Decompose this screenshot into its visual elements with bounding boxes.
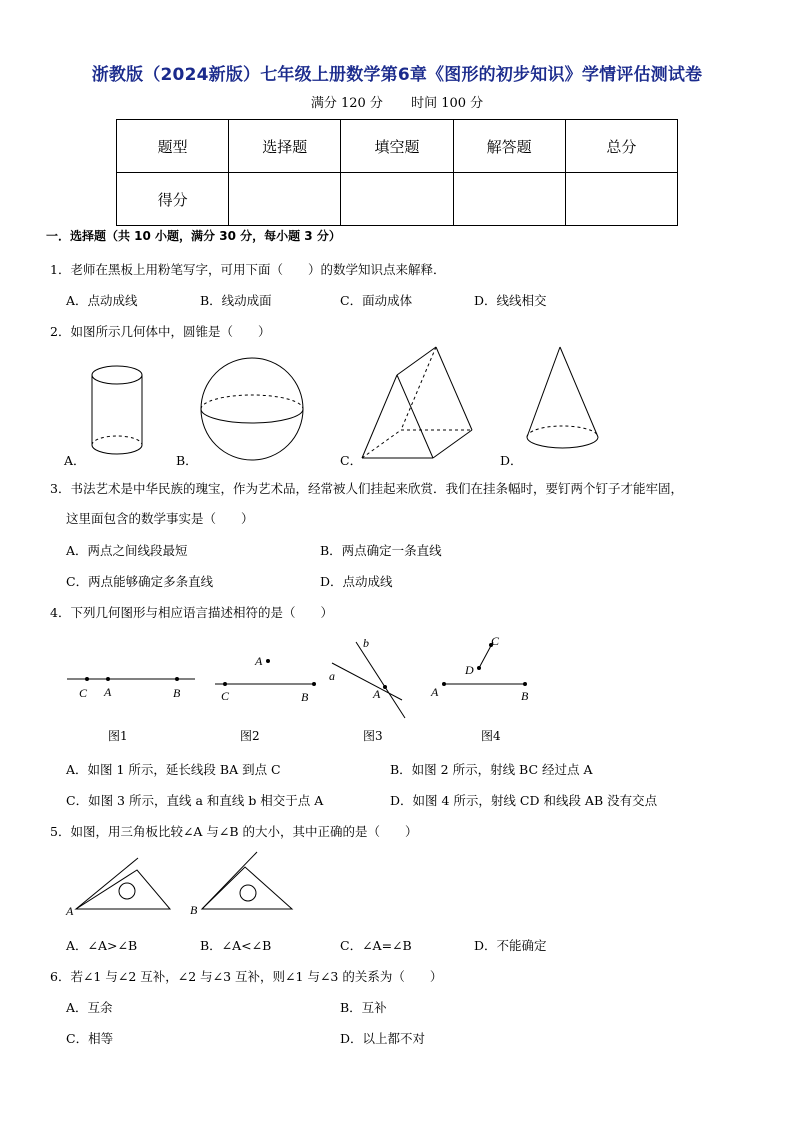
q5-stem: 5．如图，用三角板比较∠A 与∠B 的大小，其中正确的是（ ）	[50, 824, 418, 839]
score-table-header	[117, 120, 678, 173]
score-cell[interactable]	[341, 173, 453, 226]
label-b: b	[363, 636, 369, 650]
q4-stem: 4．下列几何图形与相应语言描述相符的是（ ）	[50, 605, 333, 620]
q3-option-c: C．两点能够确定多条直线	[66, 574, 214, 589]
figure-3	[329, 636, 405, 718]
score-table-row	[117, 173, 678, 226]
q2-label-c: C．	[340, 453, 363, 468]
label-c: C	[221, 689, 230, 703]
caption-fig2: 图2	[240, 729, 260, 743]
sphere-shape	[201, 358, 303, 460]
label-a: A	[104, 685, 112, 699]
caption-fig4: 图4	[481, 729, 501, 743]
score-cell[interactable]	[453, 173, 565, 226]
label-b: B	[301, 690, 309, 704]
q1-option-b: B．线动成面	[200, 293, 272, 308]
q3-stem-line1: 3．书法艺术是中华民族的瑰宝，作为艺术品，经常被人们挂起来欣赏．我们在挂条幅时，要钉两个钉子才能牢固，	[50, 481, 683, 496]
q2-label-b: B．	[176, 453, 198, 468]
q6-option-a: A．互余	[66, 1000, 113, 1015]
q2-label-a: A．	[64, 453, 86, 468]
q4-option-a: A．如图 1 所示，延长线段 BA 到点 C	[66, 762, 281, 777]
q6-option-c: C．相等	[66, 1031, 114, 1046]
q1-option-c: C．面动成体	[340, 293, 413, 308]
exam-time: 时间 100 分	[411, 96, 484, 111]
q3-stem-line2: 这里面包含的数学事实是（ ）	[66, 511, 254, 526]
header-cell: 总分	[565, 120, 677, 173]
figure-2	[215, 654, 316, 704]
label-a-line: a	[329, 669, 335, 683]
score-cell[interactable]	[229, 173, 341, 226]
q1-option-d: D．线线相交	[474, 293, 547, 308]
figure-4	[430, 634, 529, 703]
q4-figures	[60, 630, 550, 720]
section-heading: 一．选择题（共 10 小题，满分 30 分，每小题 3 分）	[46, 229, 341, 243]
label-point-a: A	[373, 687, 381, 701]
score-cell[interactable]	[565, 173, 677, 226]
angle-a-figure	[65, 858, 170, 918]
score-cell: 得分	[117, 173, 229, 226]
q1-stem: 1．老师在黑板上用粉笔写字，可用下面（ ）的数学知识点来解释．	[50, 262, 446, 277]
figure-1	[67, 677, 195, 700]
page-title: 浙教版（2024新版）七年级上册数学第6章《图形的初步知识》学情评估测试卷	[91, 65, 703, 85]
q6-stem: 6．若∠1 与∠2 互补，∠2 与∠3 互补，则∠1 与∠3 的关系为（ ）	[50, 969, 443, 984]
q5-option-a: A．∠A>∠B	[66, 938, 138, 953]
label-b: B	[521, 689, 529, 703]
prism-shape	[362, 347, 472, 458]
cone-shape	[527, 347, 598, 448]
q2-label-d: D．	[500, 453, 523, 468]
label-c: C	[491, 634, 500, 648]
label-a: A	[255, 654, 263, 668]
q5-option-b: B．∠A<∠B	[200, 938, 272, 953]
q4-option-d: D．如图 4 所示，射线 CD 和线段 AB 没有交点	[390, 793, 658, 808]
header-cell: 题型	[117, 120, 229, 173]
cylinder-shape	[92, 366, 142, 454]
q5-triangle-figure	[62, 850, 302, 920]
label-d: D	[465, 663, 474, 677]
q6-option-b: B．互补	[340, 1000, 387, 1015]
header-cell: 填空题	[341, 120, 453, 173]
label-c: C	[79, 686, 88, 700]
header-cell: 选择题	[229, 120, 341, 173]
q3-option-b: B．两点确定一条直线	[320, 543, 442, 558]
score-table	[116, 119, 678, 226]
full-score: 满分 120 分	[310, 96, 383, 111]
q5-option-c: C．∠A=∠B	[340, 938, 412, 953]
q6-option-d: D．以上都不对	[340, 1031, 426, 1046]
q4-option-c: C．如图 3 所示，直线 a 和直线 b 相交于点 A	[66, 793, 324, 808]
label-a: A	[66, 904, 74, 918]
label-b: B	[190, 903, 198, 917]
header-cell: 解答题	[453, 120, 565, 173]
q5-option-d: D．不能确定	[474, 938, 547, 953]
caption-fig3: 图3	[363, 729, 383, 743]
angle-b-figure	[190, 852, 292, 917]
q4-option-b: B．如图 2 所示，射线 BC 经过点 A	[390, 762, 593, 777]
q1-option-a: A．点动成线	[66, 293, 138, 308]
caption-fig1: 图1	[108, 729, 128, 743]
q2-stem: 2．如图所示几何体中，圆锥是（ ）	[50, 324, 271, 339]
q3-option-a: A．两点之间线段最短	[66, 543, 188, 558]
label-a: A	[431, 685, 439, 699]
q3-option-d: D．点动成线	[320, 574, 393, 589]
label-b: B	[173, 686, 181, 700]
exam-meta	[0, 92, 794, 111]
